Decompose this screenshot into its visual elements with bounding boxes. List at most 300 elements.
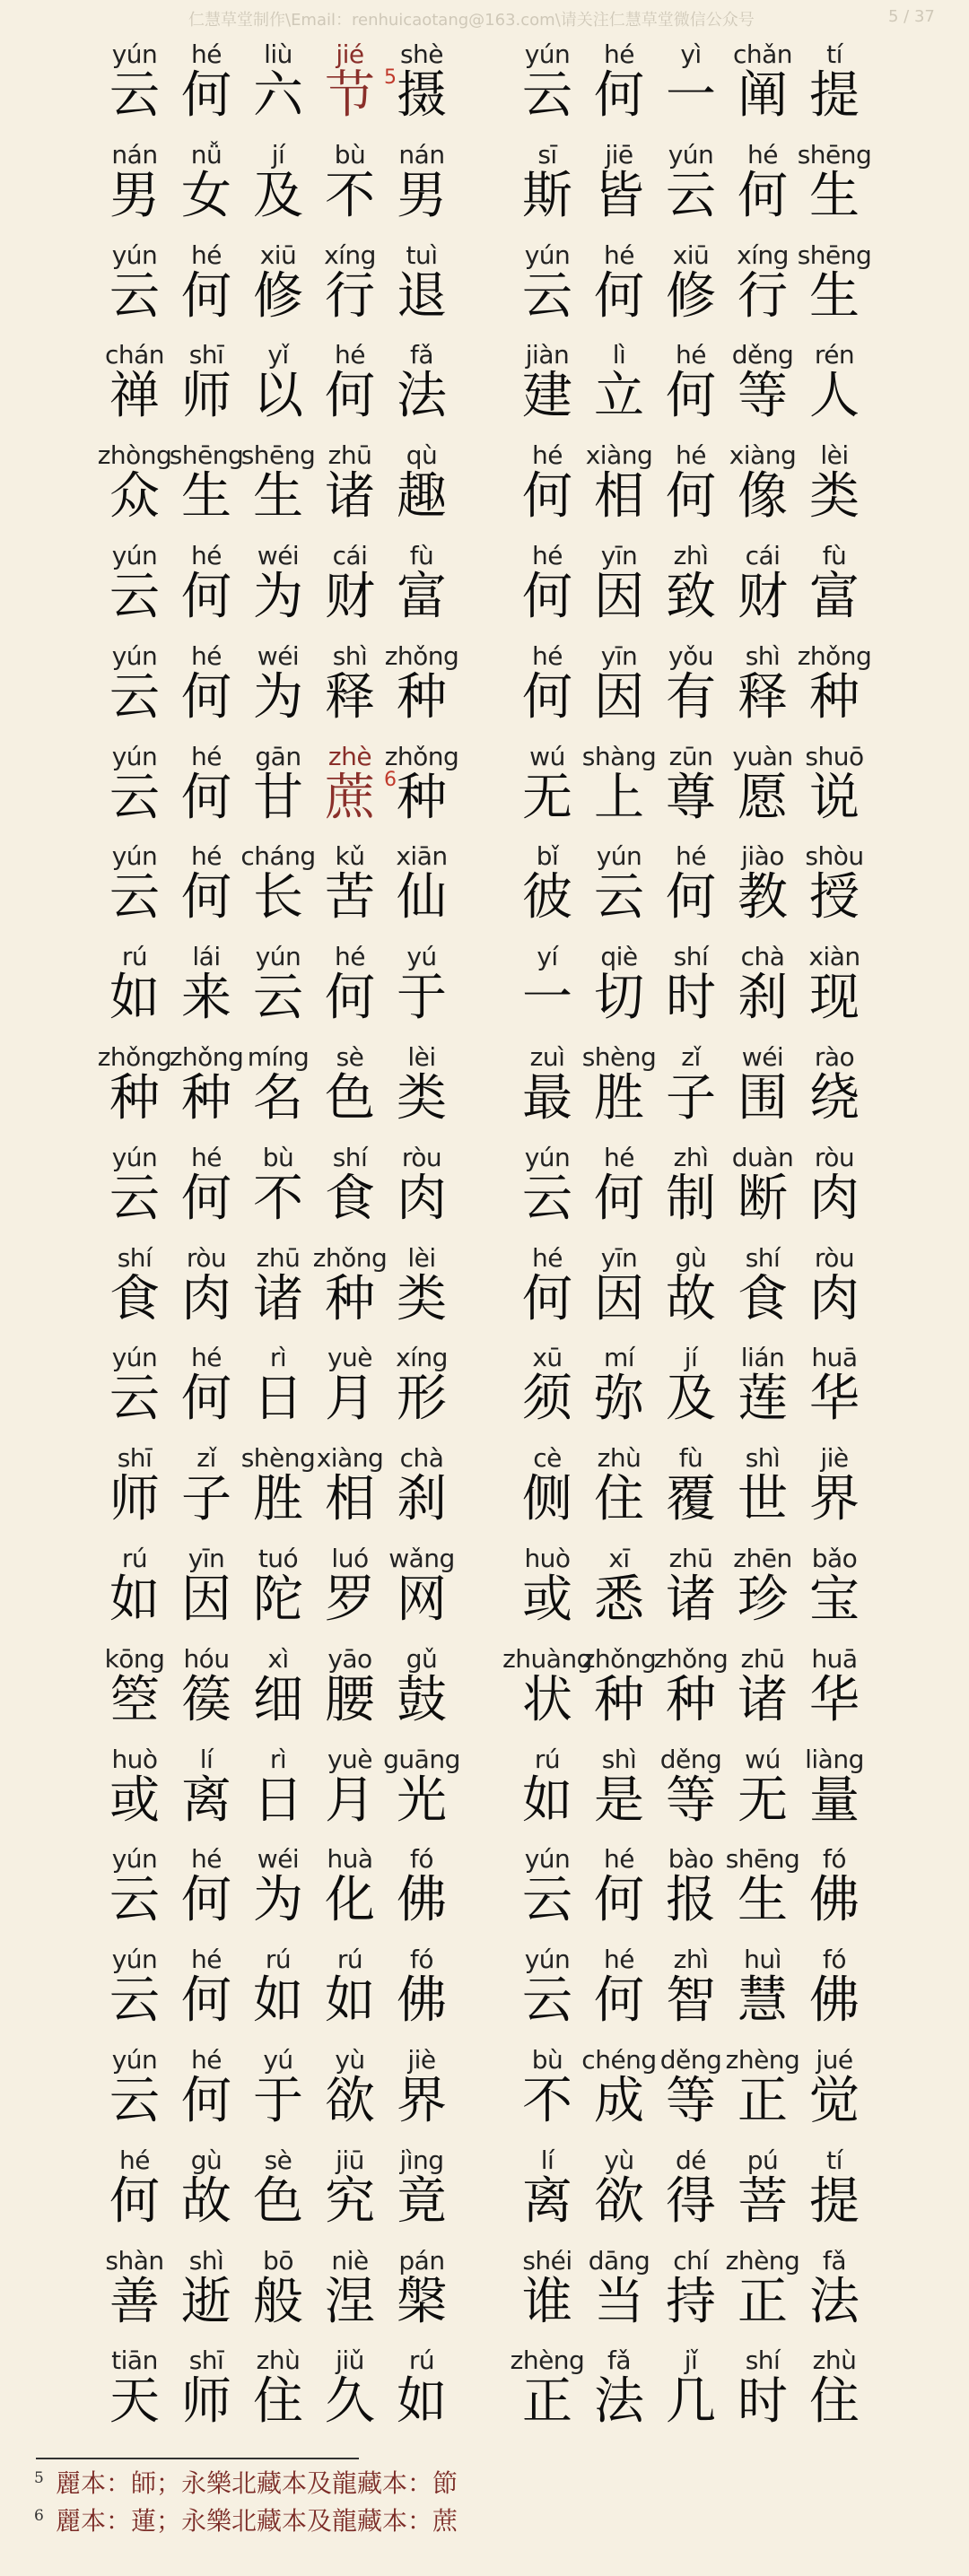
character-cell [99,1536,170,1637]
character-cell [99,433,170,534]
hanzi: 相 [594,467,644,527]
character-cell [655,1937,727,2038]
hanzi: 生 [253,467,303,527]
character-cell [799,333,870,433]
hanzi: 如 [109,1570,160,1629]
character-cell [583,1136,655,1236]
pinyin: jìng [399,2145,444,2175]
pinyin: lián [740,1343,785,1373]
pinyin: rú [121,942,148,972]
pinyin: jiū [336,2145,364,2175]
character-cell [242,2038,314,2138]
footnote-number: 6 [34,2507,44,2525]
pinyin: jué [816,2044,853,2075]
character-cell [314,233,386,334]
hanzi: 诸 [253,1269,303,1328]
pinyin: sè [264,2145,292,2175]
pinyin: zhèng [725,2044,800,2075]
character-cell [583,32,655,133]
character-cell [799,1035,870,1136]
hanzi: 何 [181,567,231,626]
character-cell [242,1436,314,1536]
character-cell [314,1937,386,2038]
pinyin: nán [111,139,158,170]
hanzi: 师 [181,2372,231,2432]
hanzi: 等 [738,367,788,426]
hanzi: 种 [809,667,860,727]
hanzi: 如 [253,1971,303,2031]
hanzi: 趣 [397,467,447,527]
pinyin: xíng [396,1343,448,1373]
character-cell [583,1436,655,1536]
character-cell [727,935,799,1035]
pinyin: yǒu [668,640,713,671]
pinyin: shī [117,1443,153,1474]
pinyin: tiān [111,2345,158,2376]
character-cell [170,32,242,133]
pinyin: děng [659,2044,722,2075]
hanzi: 天 [109,2372,160,2432]
pinyin: zhuàng [502,1643,592,1674]
hanzi: 类 [397,1269,447,1328]
hanzi: 云 [109,868,160,927]
pinyin: sè [336,1041,364,1072]
pinyin: pán [398,2245,445,2276]
character-cell [799,534,870,634]
hanzi: 持 [666,2272,716,2331]
hanzi: 财 [325,567,375,626]
pinyin: zhù [812,2345,857,2376]
hanzi: 云 [666,166,716,225]
pinyin: yún [111,540,158,570]
character-cell [170,1837,242,1937]
pinyin: chéng [581,2044,657,2075]
hanzi: 种 [397,667,447,727]
hanzi: 悉 [594,1570,644,1629]
hanzi: 何 [181,1971,231,2031]
footnotes [34,2465,931,2540]
character-cell [314,133,386,233]
character-cell [170,1236,242,1336]
character-cell [583,233,655,334]
pinyin: bǎo [811,1543,858,1573]
pinyin: hé [532,640,563,671]
hanzi: 云 [109,1971,160,2031]
hanzi: 不 [522,2071,572,2130]
character-cell [655,1737,727,1838]
character-cell [502,1637,592,1737]
character-cell [655,32,727,133]
pinyin: shì [332,640,368,671]
hanzi: 因 [594,567,644,626]
hanzi: 宝 [809,1570,860,1629]
character-cell [170,1035,242,1136]
hanzi: 形 [397,1370,447,1429]
character-cell [511,2038,583,2138]
hanzi: 种 [666,1670,716,1729]
verse-half-left [99,2338,458,2439]
character-cell [99,534,170,634]
verse-line [99,935,888,1035]
character-cell [170,534,242,634]
hanzi: 刹 [397,1470,447,1529]
character-cell [799,1937,870,2038]
pinyin: rào [814,1041,855,1072]
character-cell [655,1436,727,1536]
character-cell [242,1837,314,1937]
pinyin: chǎn [732,39,793,69]
pinyin: ròu [814,1142,855,1172]
hanzi: 云 [109,667,160,727]
pinyin: kōng [104,1643,165,1674]
hanzi: 人 [809,367,860,426]
character-cell [655,2338,727,2439]
hanzi: 种 [325,1269,375,1328]
verse-half-left [99,1937,458,2038]
pinyin: shèng [581,1041,657,1072]
footnote-marker[interactable]: 5 [384,66,397,89]
pinyin: tuó [258,1543,299,1573]
pinyin: hé [191,540,222,570]
pinyin: shí [745,1242,781,1273]
hanzi: 种 [397,768,447,827]
pinyin: hé [191,39,222,69]
character-cell [655,1035,727,1136]
hanzi: 得 [666,2171,716,2231]
pinyin: shī [188,340,224,370]
hanzi: 法 [397,367,447,426]
hanzi: 何 [109,2171,160,2231]
hanzi: 师 [181,367,231,426]
hanzi: 槃 [397,2272,447,2331]
verse-half-right [511,1837,870,1937]
pinyin: yún [524,39,571,69]
pinyin: wú [529,741,565,771]
footnote-marker[interactable]: 6 [384,768,397,791]
character-cell [727,2338,799,2439]
hanzi: 退 [397,266,447,326]
pinyin: zhòng [97,440,172,471]
hanzi: 一 [666,66,716,125]
hanzi: 肉 [397,1169,447,1228]
pinyin: yù [335,2044,365,2075]
hanzi: 云 [522,1871,572,1930]
hanzi: 须 [522,1370,572,1429]
pinyin: duàn [731,1142,794,1172]
hanzi: 诸 [325,467,375,527]
pinyin: xiàng [316,1443,384,1474]
verse-line [99,1937,888,2038]
pinyin: yún [524,239,571,270]
character-cell [655,2138,727,2239]
hanzi: 何 [522,467,572,527]
hanzi: 斯 [522,166,572,225]
hanzi: 生 [809,166,860,225]
hanzi: 谁 [522,2272,572,2331]
pinyin: shēng [797,239,872,270]
character-cell [511,1837,583,1937]
pinyin: xì [267,1643,289,1674]
pinyin: nán [398,139,445,170]
hanzi: 修 [253,266,303,326]
character-cell [99,233,170,334]
pinyin: shí [332,1142,368,1172]
footnote [34,2502,931,2540]
character-cell [314,433,386,534]
pinyin: zhì [673,540,709,570]
character-cell [583,2138,655,2239]
character-cell [99,1236,170,1336]
pinyin: xíng [324,239,376,270]
pinyin: zhèng [725,2245,800,2276]
hanzi: 众 [109,467,160,527]
hanzi: 离 [522,2171,572,2231]
pinyin: hé [191,1343,222,1373]
character-cell [314,1737,386,1838]
hanzi: 光 [397,1771,447,1830]
hanzi: 涅 [325,2272,375,2331]
character-cell [314,2338,386,2439]
character-cell [314,1035,386,1136]
character-cell [799,1336,870,1436]
hanzi: 断 [738,1169,788,1228]
hanzi: 肉 [809,1269,860,1328]
pinyin: zhù [256,2345,301,2376]
pinyin: hé [191,640,222,671]
verse-line [99,2338,888,2439]
character-cell [655,2239,727,2339]
hanzi: 云 [522,1169,572,1228]
pinyin: xiàng [729,440,797,471]
character-cell [386,1035,458,1136]
hanzi: 等 [666,2071,716,2130]
pinyin: shēng [797,139,872,170]
character-cell [242,2138,314,2239]
hanzi: 住 [253,2372,303,2432]
pinyin: yú [406,942,437,972]
character-cell [583,935,655,1035]
pinyin: rú [121,1543,148,1573]
pinyin: yún [524,1142,571,1172]
character-cell [99,32,170,133]
verse-half-right [511,1436,870,1536]
character-cell [99,1136,170,1236]
character-cell [583,133,655,233]
character-cell [170,233,242,334]
hanzi: 何 [181,768,231,827]
hanzi: 逝 [181,2272,231,2331]
page-number: 5 / 37 [888,7,935,26]
hanzi: 立 [594,367,644,426]
hanzi: 侧 [522,1470,572,1529]
pinyin: jié [336,39,364,69]
character-cell [511,1136,583,1236]
character-cell [655,634,727,735]
pinyin: zhǒng [384,741,459,771]
verse-half-right [511,735,870,835]
pinyin: yún [524,1844,571,1875]
pinyin: bù [334,139,366,170]
pinyin: ròu [814,1242,855,1273]
hanzi: 提 [809,66,860,125]
character-cell [583,1937,655,2038]
character-cell [583,1637,655,1737]
hanzi: 觉 [809,2071,860,2130]
pinyin: lí [540,2145,554,2175]
pinyin: yún [111,741,158,771]
pinyin: zhēn [733,1543,792,1573]
hanzi: 子 [666,1068,716,1127]
hanzi: 无 [522,768,572,827]
hanzi: 箜 [109,1670,160,1729]
pinyin: hé [532,440,563,471]
pinyin: hé [604,1844,634,1875]
pinyin: zūn [668,741,713,771]
character-cell [386,2239,458,2339]
character-cell [99,2138,170,2239]
hanzi: 围 [738,1068,788,1127]
character-cell [314,2138,386,2239]
character-cell [655,1236,727,1336]
character-cell [242,2338,314,2439]
hanzi: 有 [666,667,716,727]
hanzi: 正 [738,2071,788,2130]
verse-half-left [99,634,458,735]
hanzi: 摄 [397,66,447,125]
character-cell [386,2038,458,2138]
hanzi: 及 [666,1370,716,1429]
character-cell [386,2138,458,2239]
verse-half-right [502,1637,870,1737]
character-cell [99,2239,170,2339]
character-cell [170,735,242,835]
character-cell [170,1136,242,1236]
hanzi: 几 [666,2372,716,2432]
pinyin: gǔ [406,1643,438,1674]
character-cell [799,233,870,334]
hanzi: 及 [253,166,303,225]
pinyin: niè [331,2245,369,2276]
hanzi: 色 [325,1068,375,1127]
hanzi: 食 [325,1169,375,1228]
character-cell [511,1035,583,1136]
verse-half-left [99,1837,458,1937]
character-cell [511,735,583,835]
hanzi: 何 [594,266,644,326]
pinyin: jǐ [684,2345,698,2376]
hanzi: 行 [738,266,788,326]
character-cell [583,834,655,935]
pinyin: jí [684,1343,698,1373]
character-cell [386,1336,458,1436]
hanzi: 甘 [253,768,303,827]
character-cell [727,1436,799,1536]
pinyin: yú [263,2044,293,2075]
character-cell [170,2038,242,2138]
hanzi: 彼 [522,868,572,927]
pinyin: yún [524,1945,571,1975]
hanzi: 种 [181,1068,231,1127]
verse-half-left [99,735,458,835]
pinyin: hé [191,1142,222,1172]
hanzi: 般 [253,2272,303,2331]
character-cell [727,2138,799,2239]
verse-half-left [99,433,458,534]
pinyin: yǐ [267,340,289,370]
hanzi: 何 [522,567,572,626]
hanzi: 财 [738,567,788,626]
pinyin: zhèng [510,2345,585,2376]
hanzi: 云 [109,66,160,125]
hanzi: 富 [809,567,860,626]
character-cell [727,735,799,835]
pinyin: shēng [240,440,316,471]
character-cell [386,333,458,433]
hanzi: 于 [253,2071,303,2130]
character-cell [314,1136,386,1236]
pinyin: zhǒng [384,640,459,671]
pinyin: yì [680,39,702,69]
hanzi: 色 [253,2171,303,2231]
hanzi: 富 [397,567,447,626]
character-cell [242,333,314,433]
verse-half-left [99,1336,458,1436]
pinyin: hé [335,942,365,972]
hanzi: 故 [181,2171,231,2231]
pinyin: huò [111,1744,158,1774]
verse-half-right [511,1737,870,1838]
pinyin: shàn [105,2245,164,2276]
character-cell [386,634,458,735]
character-cell [511,1536,583,1637]
pinyin: hé [532,1242,563,1273]
pinyin: bào [668,1844,714,1875]
verse-line [99,1336,888,1436]
pinyin: bù [531,2044,563,2075]
character-cell [386,1837,458,1937]
character-cell [170,2239,242,2339]
character-cell [727,1637,799,1737]
pinyin: wéi [257,540,300,570]
footnote-text: 麗本：師；永樂北藏本及龍藏本：節 [56,2468,458,2498]
character-cell [314,834,386,935]
hanzi: 如 [397,2372,447,2432]
hanzi: 一 [522,969,572,1028]
pinyin: jí [271,139,285,170]
hanzi: 何 [181,868,231,927]
hanzi: 食 [738,1269,788,1328]
character-cell [386,1937,458,2038]
verse-half-right [511,2239,870,2339]
character-cell [386,1536,458,1637]
verse-half-right [511,935,870,1035]
pinyin: yīn [188,1543,225,1573]
character-cell [170,2138,242,2239]
character-cell [583,1035,655,1136]
verse-line [99,1035,888,1136]
character-cell [242,1937,314,2038]
hanzi: 量 [809,1771,860,1830]
character-cell [727,233,799,334]
pinyin: shì [601,1744,637,1774]
pinyin: rú [336,1945,363,1975]
character-cell [799,1837,870,1937]
hanzi: 日 [253,1370,303,1429]
hanzi: 离 [181,1771,231,1830]
character-cell [99,1937,170,2038]
pinyin: fù [409,540,434,570]
pinyin: tí [826,2145,842,2175]
